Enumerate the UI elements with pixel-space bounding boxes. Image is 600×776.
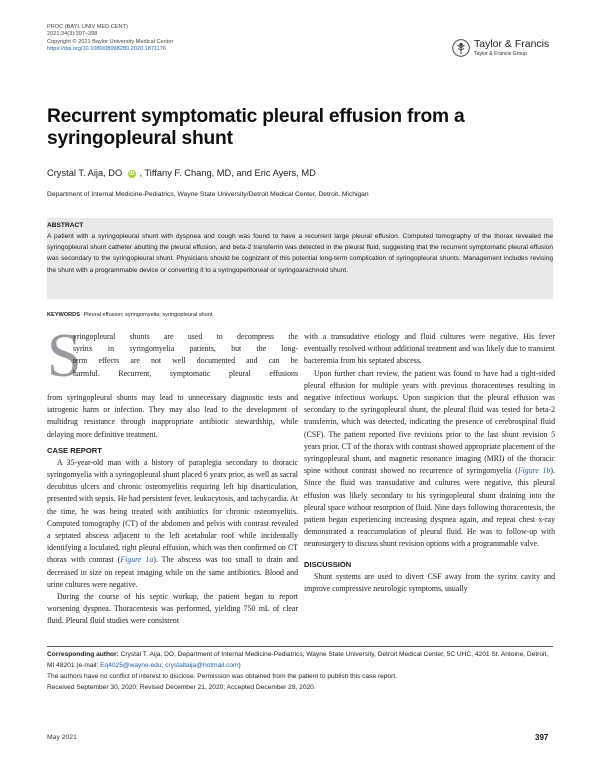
keywords-text: Pleural effusion; syringomyelia; syringopleural shunt xyxy=(83,312,213,318)
intro-line: term effects are not well documented and can be xyxy=(73,356,298,366)
orcid-icon[interactable]: iD xyxy=(129,171,135,177)
figure-1b-link[interactable]: Figure 1b xyxy=(517,466,551,476)
abstract-text: A patient with a syringopleural shunt with dyspnea and cough was found to have a recurrent large pleural effusion. Computed tomography of the thorax revealed the syringopleural shunt catheter abutting the pleural effusion, and beta-2 transferrin was detected in the pleural fluid, suggesting that the recurrent symptomatic pleural effusion was secondary to the syringopleural shunt. Physicians should be cognizant of this potential long-term complication of syringopleural shunts. Management includes revising the shunt with a programmable device or converting it to a syringoperitoneal or syringoarachnoid shunt. xyxy=(47,233,553,274)
abstract-heading: ABSTRACT xyxy=(47,222,84,229)
close-paren: ) xyxy=(238,661,241,669)
drop-cap: S xyxy=(47,322,82,390)
figure-1a-link[interactable]: Figure 1a xyxy=(120,555,154,565)
received-dates: Received September 30, 2020; Revised December 21, 2020; Accepted December 28, 2020. xyxy=(47,683,316,691)
publisher-group: Taylor & Francis Group xyxy=(474,51,528,57)
intro-line: harmful. Recurrent, symptomatic pleural effusions xyxy=(73,368,298,378)
corresponding-author xyxy=(47,650,553,672)
doi-link[interactable]: https://doi.org/10.1080/08998280.2020.1871176 xyxy=(47,46,167,53)
intro-paragraph xyxy=(47,322,298,392)
footnote-divider xyxy=(47,646,553,647)
first-author: Crystal T. Aija, DO xyxy=(47,168,123,178)
corr-label: Corresponding author: xyxy=(47,651,119,658)
case-paragraph-2: During the course of his septic workup, the patient began to report worsening dyspnea. Thoracentesis was performed, yielding 750 mL of clear fluid. Pleural fluid studies were consistent xyxy=(47,592,298,626)
journal-copyright: Copyright © 2021 Baylor University Medical Center xyxy=(47,38,174,45)
case-paragraph-3 xyxy=(304,368,555,551)
journal-volume: 2021;34(3):397–398 xyxy=(47,31,98,38)
affiliation: Department of Internal Medicine-Pediatrics, Wayne State University/Detroit Medical Center, Detroit, Michigan xyxy=(47,191,369,198)
article-title: Recurrent symptomatic pleural effusion from a syringopleural shunt xyxy=(47,106,465,149)
intro-line: syrinx in syringomyelia patients, but the long- xyxy=(73,344,298,354)
email-link-1[interactable]: Eq4025@wayne.edu xyxy=(100,661,162,669)
journal-citation xyxy=(47,24,173,54)
abstract-box xyxy=(47,218,553,299)
left-column xyxy=(47,322,298,628)
case-report-heading: CASE REPORT xyxy=(47,445,102,455)
text-run: ). The abscess was too small to drain and decreased in size on repeat imaging while on the same antibiotics. Blood and urine cultures were negative. xyxy=(47,555,298,589)
text-run: Upon further chart review, the patient was found to have had a right-sided pleural effusion for multiple years with previous thoracenteses resulting in negative infectious workups. Upon suspicion that the pleural effusion was secondary to the syringopleural shunt, the pleural fluid was tested for beta-2 transferrin, which was detected, indicating the presence of cerebrospinal fluid (CSF). The patient reported five revisions prior to the last shunt revision 5 years prior. CT of the thorax with contrast showed appropriate placement of the syringopleural shunt, and magnetic resonance imaging (MRI) of the thoracic spine without contrast showed no recurrence of syringomyelia ( xyxy=(304,368,555,476)
case-paragraph-2-cont: with a transudative etiology and fluid cultures were negative. His fever eventually resolved without additional treatment and was likely due to transient bacteremia from his septated abscess. xyxy=(304,332,555,366)
discussion-heading: DISCUSSION xyxy=(304,559,352,569)
text-run: ). Since the fluid was transudative and cultures were negative, this pleural effusion was likely secondary to his syringopleural shunt draining into the pleural space without resorption of fluid. Nine days following thoracentesis, the patient began experiencing increasing dyspnea again, and repeat chest x-ray demonstrated a reaccumulation of pleural fluid. He was to follow-up with neurosurgery to discuss shunt revision options with a programmable valve. xyxy=(304,466,555,549)
co-authors: , Tiffany F. Chang, MD, and Eric Ayers, MD xyxy=(139,168,316,178)
text-run: A 35-year-old man with a history of paraplegia secondary to thoracic syringomyelia with a syringopleural shunt placed 6 years prior, as well as sacral decubitus ulcers and chronic osteomyelitis requiring left hip disarticulation, presented with sepsis. He had persistent fever, leukocytosis, and tachycardia. At the time, he was being treated with antibiotics for chronic osteomyelitis. Computed tomography (CT) of the abdomen and pelvis with contrast revealed a septated abscess adjacent to the left acetabular roof while incidentally identifying a loculated, right pleural effusion, which was then confirmed on CT thorax with contrast ( xyxy=(47,457,298,565)
email-link-2[interactable]: crystaltaija@hotmail.com xyxy=(165,661,239,669)
footnote xyxy=(47,650,553,694)
intro-paragraph-rest: from syringopleural shunts may lead to unnecessary diagnostic tests and iatrogenic harm or infection. They may also lead to the development of multidrug resistance through inappropriate antibiotic stewardship, while delaying more definitive treatment. xyxy=(47,393,298,439)
footer-date: May 2021 xyxy=(47,734,77,741)
separator: ; xyxy=(161,661,166,669)
keywords-label: KEYWORDS xyxy=(47,312,80,318)
conflict-statement: The authors have no conflict of interest to disclose. Permission was obtained from the patient to publish this case report. xyxy=(47,672,398,680)
journal-name: PROC (BAYL UNIV MED CENT) xyxy=(47,24,128,30)
intro-line: yringopleural shunts are used to decompress the xyxy=(73,332,298,341)
keywords xyxy=(47,312,212,318)
tf-tree-icon xyxy=(452,39,470,57)
publisher-name: Taylor & Francis xyxy=(474,38,550,50)
discussion-paragraph-1: Shunt systems are used to divert CSF away from the syrinx cavity and improve compressive neurologic symptoms, usually xyxy=(304,571,555,593)
right-column xyxy=(304,331,555,595)
author-line xyxy=(47,168,316,178)
case-paragraph-1 xyxy=(47,457,298,591)
page-number: 397 xyxy=(535,733,549,742)
corr-text: Crystal T. Aija, DO, Department of Internal Medicine-Pediatrics, Wayne State University, Detroit Medical Center, 5C UHC, 4201 St. Antoine, Detroit, MI 48201 (e-mail: xyxy=(47,651,549,669)
